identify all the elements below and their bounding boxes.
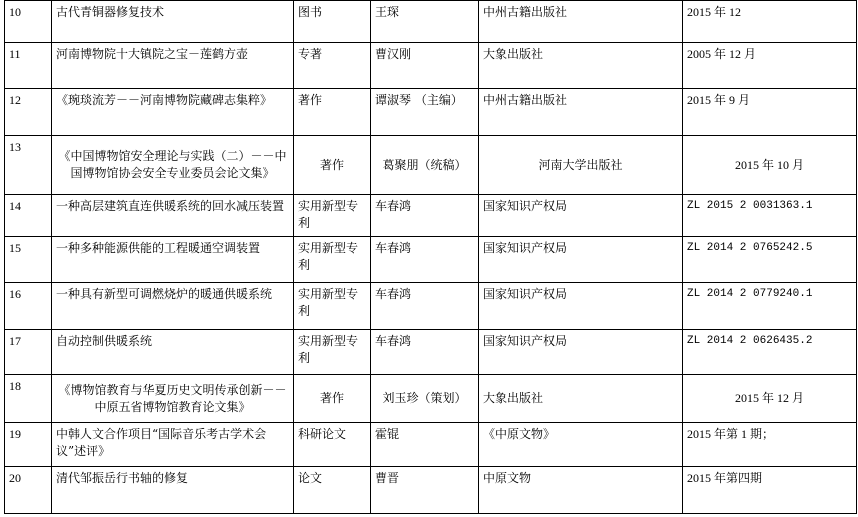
table-row xyxy=(5,330,857,375)
row-publisher: 国家知识产权局 xyxy=(479,237,683,283)
row-number: 20 xyxy=(5,467,52,514)
row-author: 车春鸿 xyxy=(371,237,479,283)
row-number: 16 xyxy=(5,283,52,330)
row-type: 图书 xyxy=(294,1,371,43)
row-publisher: 河南大学出版社 xyxy=(479,136,683,195)
row-publisher: 中州古籍出版社 xyxy=(479,89,683,136)
row-author: 曹汉刚 xyxy=(371,43,479,89)
table-row xyxy=(5,375,857,423)
row-number: 11 xyxy=(5,43,52,89)
row-author: 霍锟 xyxy=(371,423,479,467)
row-author: 谭淑琴 （主编） xyxy=(371,89,479,136)
row-date: 2015 年第四期 xyxy=(683,467,857,514)
row-number: 13 xyxy=(5,136,52,195)
row-title: 《琬琰流芳－－河南博物院藏碑志集粹》 xyxy=(52,89,294,136)
row-author: 刘玉珍（策划） xyxy=(371,375,479,423)
row-title: 《博物馆教育与华夏历史文明传承创新－－中原五省博物馆教育论文集》 xyxy=(52,375,294,423)
row-author: 车春鸿 xyxy=(371,330,479,375)
row-publisher: 国家知识产权局 xyxy=(479,283,683,330)
row-publisher: 中原文物 xyxy=(479,467,683,514)
row-type: 科研论文 xyxy=(294,423,371,467)
row-publisher: 大象出版社 xyxy=(479,375,683,423)
row-date: 2015 年第 1 期； xyxy=(683,423,857,467)
row-number: 17 xyxy=(5,330,52,375)
row-number: 15 xyxy=(5,237,52,283)
row-number: 10 xyxy=(5,1,52,43)
row-number: 12 xyxy=(5,89,52,136)
row-publisher: 国家知识产权局 xyxy=(479,330,683,375)
row-title: 古代青铜器修复技术 xyxy=(52,1,294,43)
row-author: 曹晋 xyxy=(371,467,479,514)
row-date: 2005 年 12 月 xyxy=(683,43,857,89)
row-publisher: 国家知识产权局 xyxy=(479,195,683,237)
row-title: 河南博物院十大镇院之宝－莲鹤方壶 xyxy=(52,43,294,89)
row-date: 2015 年 12 xyxy=(683,1,857,43)
row-type: 专著 xyxy=(294,43,371,89)
row-title: 一种具有新型可调燃烧炉的暖通供暖系统 xyxy=(52,283,294,330)
row-author: 葛聚朋（统稿） xyxy=(371,136,479,195)
row-type: 论文 xyxy=(294,467,371,514)
row-type: 著作 xyxy=(294,89,371,136)
row-title: 自动控制供暖系统 xyxy=(52,330,294,375)
row-date: ZL 2015 2 0031363.1 xyxy=(683,195,857,237)
row-title: 一种多种能源供能的工程暖通空调装置 xyxy=(52,237,294,283)
row-author: 车春鸿 xyxy=(371,195,479,237)
table-row xyxy=(5,89,857,136)
table-row xyxy=(5,423,857,467)
table-row xyxy=(5,136,857,195)
row-date: ZL 2014 2 0779240.1 xyxy=(683,283,857,330)
row-date: 2015 年 10 月 xyxy=(683,136,857,195)
table-row xyxy=(5,1,857,43)
row-date: 2015 年 12 月 xyxy=(683,375,857,423)
row-date: ZL 2014 2 0765242.5 xyxy=(683,237,857,283)
row-publisher: 大象出版社 xyxy=(479,43,683,89)
row-number: 18 xyxy=(5,375,52,423)
row-type: 实用新型专利 xyxy=(294,237,371,283)
row-date: ZL 2014 2 0626435.2 xyxy=(683,330,857,375)
table-row xyxy=(5,195,857,237)
row-date: 2015 年 9 月 xyxy=(683,89,857,136)
table-row xyxy=(5,43,857,89)
row-type: 实用新型专利 xyxy=(294,195,371,237)
row-number: 19 xyxy=(5,423,52,467)
row-author: 王琛 xyxy=(371,1,479,43)
row-type: 著作 xyxy=(294,136,371,195)
row-title: 清代邹振岳行书轴的修复 xyxy=(52,467,294,514)
row-type: 著作 xyxy=(294,375,371,423)
row-publisher: 中州古籍出版社 xyxy=(479,1,683,43)
table-row xyxy=(5,283,857,330)
row-publisher: 《中原文物》 xyxy=(479,423,683,467)
row-title: 一种高层建筑直连供暖系统的回水减压装置 xyxy=(52,195,294,237)
row-author: 车春鸿 xyxy=(371,283,479,330)
row-number: 14 xyxy=(5,195,52,237)
row-type: 实用新型专利 xyxy=(294,283,371,330)
row-title: 中韩人文合作项目“国际音乐考古学术会议”述评》 xyxy=(52,423,294,467)
records-table xyxy=(4,0,857,514)
row-title: 《中国博物馆安全理论与实践（二）－－中国博物馆协会安全专业委员会论文集》 xyxy=(52,136,294,195)
table-row xyxy=(5,237,857,283)
row-type: 实用新型专利 xyxy=(294,330,371,375)
table-row xyxy=(5,467,857,514)
